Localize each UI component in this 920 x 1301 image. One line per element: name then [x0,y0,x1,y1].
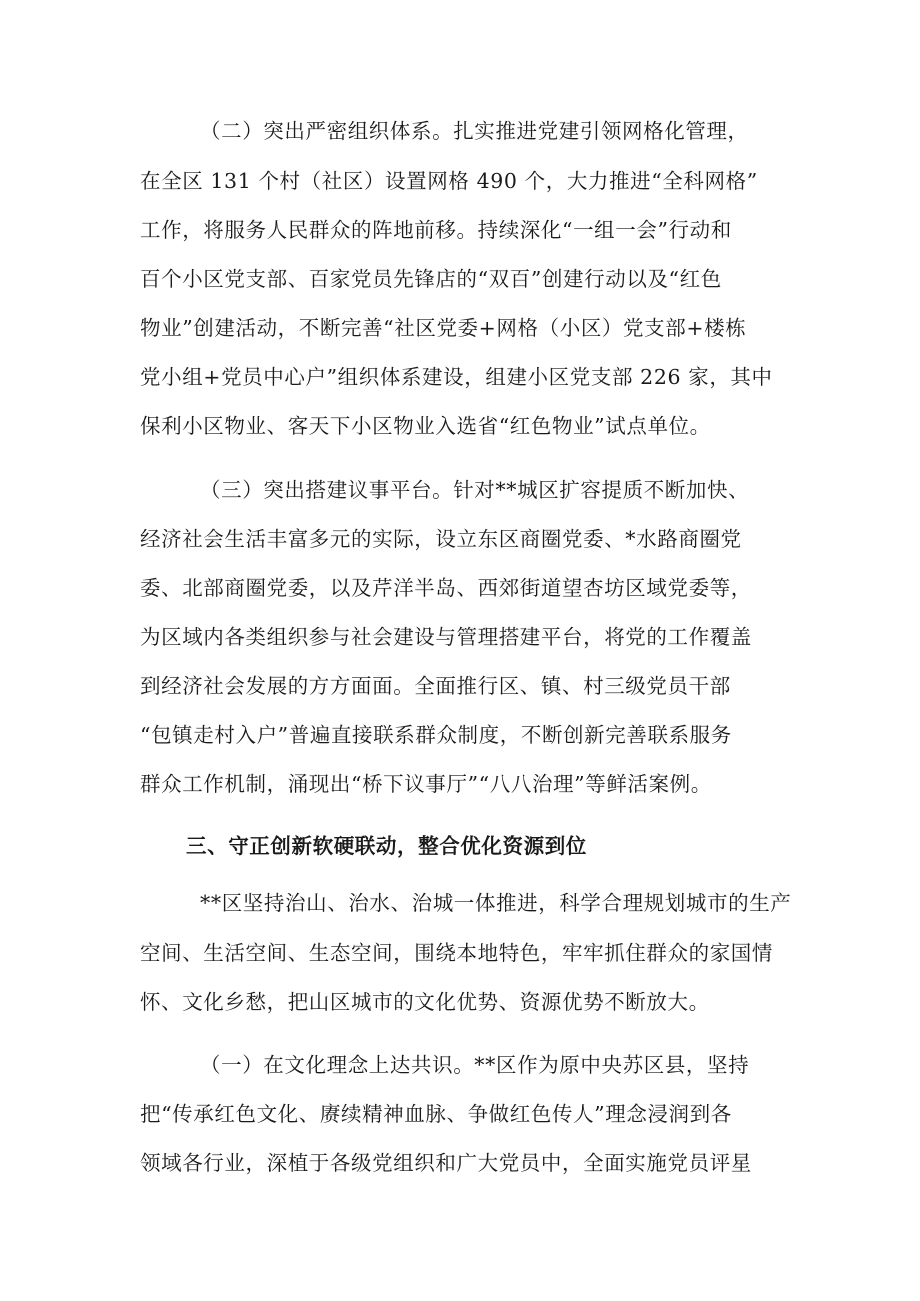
text-line: 在全区 131 个村（社区）设置网格 490 个，大力推进“全科网格” [140,169,758,193]
text-line: 工作，将服务人民群众的阵地前移。持续深化“一组一会”行动和 [140,218,732,242]
text-line: 群众工作机制，涌现出“桥下议事厅”“八八治理”等鲜活案例。 [140,772,712,796]
text-line: （二）突出严密组织体系。扎实推进党建引领网格化管理， [200,119,749,143]
text-line: 经济社会生活丰富多元的实际，设立东区商圈党委、*水路商圈党 [140,527,742,551]
text-line: “包镇走村入户”普遍直接联系群众制度，不断创新完善联系服务 [140,723,732,747]
text-line: **区坚持治山、治水、治城一体推进，科学合理规划城市的生产 [200,891,792,915]
section-heading: 三、守正创新软硬联动，整合优化资源到位 [186,834,587,858]
text-line: 物业”创建活动，不断完善“社区党委+网格（小区）党支部+楼栋 [140,316,747,340]
text-line: （三）突出搭建议事平台。针对**城区扩容提质不断加快、 [200,478,750,502]
text-line: 怀、文化乡愁，把山区城市的文化优势、资源优势不断放大。 [140,990,710,1014]
text-line: 领域各行业，深植于各级党组织和广大党员中，全面实施党员评星 [140,1151,752,1175]
text-line: 把“传承红色文化、赓续精神血脉、争做红色传人”理念浸润到各 [140,1102,732,1126]
text-line: 空间、生活空间、生态空间，围绕本地特色，牢牢抓住群众的家国情 [140,941,773,965]
text-line: 到经济社会发展的方方面面。全面推行区、镇、村三级党员干部 [140,674,731,698]
text-line: 委、北部商圈党委，以及芹洋半岛、西郊街道望杏坊区域党委等， [140,576,752,600]
text-line: 党小组+党员中心户”组织体系建设，组建小区党支部 226 家，其中 [140,365,773,389]
text-line: 为区域内各类组织参与社会建设与管理搭建平台，将党的工作覆盖 [140,625,752,649]
text-line: （一）在文化理念上达共识。**区作为原中央苏区县，坚持 [200,1053,750,1077]
text-line: 百个小区党支部、百家党员先锋店的“双百”创建行动以及“红色 [140,267,722,291]
text-line: 保利小区物业、客天下小区物业入选省“红色物业”试点单位。 [140,414,711,438]
